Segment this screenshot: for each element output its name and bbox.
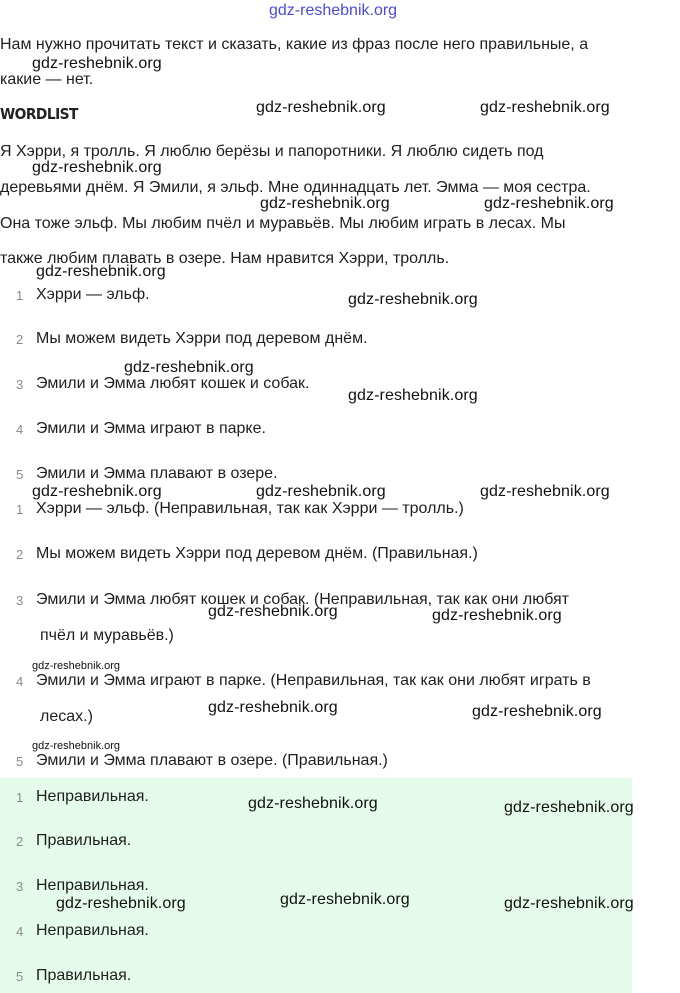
wordlist-heading: WORDLIST <box>0 105 78 123</box>
watermark: gdz-reshebnik.org <box>248 795 378 812</box>
answer-text: Неправильная. <box>36 877 149 894</box>
explanation-num: 3 <box>16 593 24 608</box>
explanation-num: 1 <box>16 502 24 517</box>
explanation-text-cont: лесах.) <box>40 708 93 725</box>
intro-line-2: какие — нет. <box>0 71 94 88</box>
watermark: gdz-reshebnik.org <box>504 799 634 816</box>
story-line-1: Я Хэрри, я тролль. Я люблю берёзы и папоротники. Я люблю сидеть под <box>0 143 544 160</box>
statement-num: 2 <box>16 332 24 347</box>
watermark: gdz-reshebnik.org <box>472 703 602 720</box>
explanation-text: Хэрри — эльф. (Неправильная, так как Хэрри — тролль.) <box>36 500 464 517</box>
answer-num: 5 <box>16 969 24 984</box>
explanation-num: 5 <box>16 754 24 769</box>
statement-num: 4 <box>16 422 24 437</box>
answer-text: Неправильная. <box>36 788 149 805</box>
watermark: gdz-reshebnik.org <box>260 195 390 212</box>
answer-num: 1 <box>16 790 24 805</box>
statement-text: Эмили и Эмма плавают в озере. <box>36 465 278 482</box>
watermark: gdz-reshebnik.org <box>256 483 386 500</box>
answer-text: Правильная. <box>36 967 132 984</box>
watermark: gdz-reshebnik.org <box>504 895 634 912</box>
explanation-text: Эмили и Эмма играют в парке. (Неправильная, так как они любят играть в <box>36 672 591 689</box>
watermark: gdz-reshebnik.org <box>280 891 410 908</box>
explanation-text-cont: пчёл и муравьёв.) <box>40 627 174 644</box>
statement-text: Мы можем видеть Хэрри под деревом днём. <box>36 330 368 347</box>
watermark: gdz-reshebnik.org <box>480 99 610 116</box>
answer-text: Неправильная. <box>36 922 149 939</box>
watermark: gdz-reshebnik.org <box>208 603 338 620</box>
story-line-3: Она тоже эльф. Мы любим пчёл и муравьёв. Мы любим играть в лесах. Мы <box>0 215 566 232</box>
story-line-2: деревьями днём. Я Эмили, я эльф. Мне одиннадцать лет. Эмма — моя сестра. <box>0 179 591 196</box>
explanation-num: 4 <box>16 674 24 689</box>
watermark: gdz-reshebnik.org <box>348 291 478 308</box>
statement-num: 3 <box>16 377 24 392</box>
watermark: gdz-reshebnik.org <box>432 607 562 624</box>
watermark: gdz-reshebnik.org <box>32 159 162 176</box>
answer-num: 2 <box>16 834 24 849</box>
top-watermark: gdz-reshebnik.org <box>269 2 398 19</box>
answer-num: 3 <box>16 879 24 894</box>
explanation-text: Эмили и Эмма плавают в озере. (Правильная.) <box>36 752 388 769</box>
explanation-text: Мы можем видеть Хэрри под деревом днём. (Правильная.) <box>36 545 478 562</box>
watermark: gdz-reshebnik.org <box>36 263 166 280</box>
answer-text: Правильная. <box>36 832 132 849</box>
statement-num: 1 <box>16 288 24 303</box>
watermark: gdz-reshebnik.org <box>32 660 121 672</box>
watermark: gdz-reshebnik.org <box>484 195 614 212</box>
watermark: gdz-reshebnik.org <box>480 483 610 500</box>
watermark: gdz-reshebnik.org <box>32 740 121 752</box>
intro-line-1: Нам нужно прочитать текст и сказать, какие из фраз после него правильные, а <box>0 36 589 53</box>
watermark: gdz-reshebnik.org <box>348 387 478 404</box>
statement-text: Хэрри — эльф. <box>36 286 150 303</box>
watermark: gdz-reshebnik.org <box>32 55 162 72</box>
explanation-text: Эмили и Эмма любят кошек и собак. (Неправильная, так как они любят <box>36 591 569 608</box>
watermark: gdz-reshebnik.org <box>56 895 186 912</box>
statement-text: Эмили и Эмма любят кошек и собак. <box>36 375 310 392</box>
watermark: gdz-reshebnik.org <box>208 699 338 716</box>
watermark: gdz-reshebnik.org <box>124 359 254 376</box>
watermark: gdz-reshebnik.org <box>32 483 162 500</box>
statement-num: 5 <box>16 467 24 482</box>
watermark: gdz-reshebnik.org <box>256 99 386 116</box>
explanation-num: 2 <box>16 547 24 562</box>
answer-num: 4 <box>16 924 24 939</box>
statement-text: Эмили и Эмма играют в парке. <box>36 420 266 437</box>
story-line-4: также любим плавать в озере. Нам нравится Хэрри, тролль. <box>0 250 450 267</box>
